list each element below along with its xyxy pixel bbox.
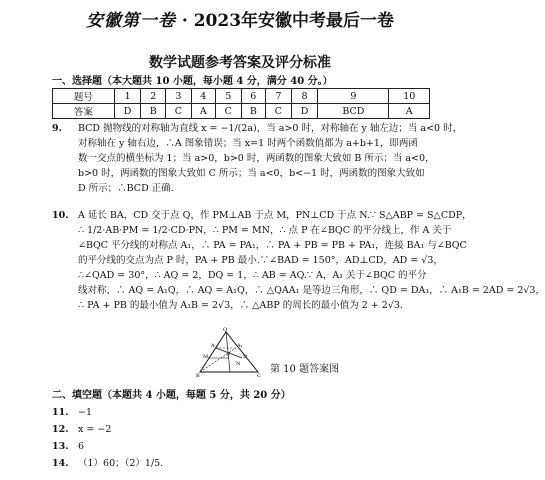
question-number: 12. xyxy=(52,424,69,435)
table-cell: 9 xyxy=(318,89,389,104)
list-item xyxy=(52,421,163,438)
brand-logo-text: 安徽第一卷 xyxy=(85,11,176,31)
question-10 xyxy=(52,208,545,313)
table-cell: 10 xyxy=(389,89,430,104)
solution-line: D 所示；∴BCD 正确. xyxy=(78,183,174,194)
list-item xyxy=(52,455,163,472)
table-cell: 7 xyxy=(266,89,292,104)
section2-heading: 二、填空题（本题共 4 小题，每题 5 分，共 20 分） xyxy=(52,390,291,401)
table-cell: C xyxy=(215,104,241,119)
page-subtitle: 数学试题参考答案及评分标准 xyxy=(149,55,331,71)
question-number: 11. xyxy=(52,407,69,418)
point-label: M xyxy=(203,354,209,360)
solution-line: A 延长 BA，CD 交于点 Q，作 PM⊥AB 于点 M，PN⊥CD 于点 N.∵ S△ABP = S△CDP， xyxy=(78,210,472,221)
solution-line: 线对称，∴ AQ = A₁Q，∴ AQ = A₁Q，∴ △QAA₁ 是等边三角形，∴ QD = DA₁，∴ A₁B = 2AD = 2√3， xyxy=(78,285,545,296)
dashed-line xyxy=(200,348,236,372)
answer-value: −1 xyxy=(78,407,93,418)
table-cell: D xyxy=(114,104,141,119)
table-cell: D xyxy=(291,104,318,119)
row-label: 答案 xyxy=(53,104,115,119)
table-cell: B xyxy=(241,104,266,119)
header-title: 安徽第一卷 · 2023年安徽中考最后一卷 xyxy=(85,11,395,31)
solution-line: 的平分线的交点为点 P 时，PA + PB 最小.∵∠BAD = 150°，AD⊥CD，AD = √3， xyxy=(78,255,443,266)
section1-heading: 一、选择题（本大题共 10 小题，每小题 4 分，满分 40 分。） xyxy=(52,76,333,87)
table-cell: C xyxy=(266,104,292,119)
exam-title: 2023年安徽中考最后一卷 xyxy=(193,11,395,31)
table-row xyxy=(53,104,430,119)
solution-line: ∴∠QAD = 30°，∴ AQ = 2，DQ = 1，∴ AB = AQ.∵ A，A₁ 关于∠BQC 的平分 xyxy=(78,270,427,281)
list-item xyxy=(52,438,163,455)
solution-line: 对称轴在 y 轴右边，∴A 图象错误；当 x=1 时两个函数值都为 a+b+1，即两函 xyxy=(78,138,418,149)
table-cell: 3 xyxy=(166,89,192,104)
table-cell: 6 xyxy=(241,89,266,104)
question-number: 9. xyxy=(52,123,62,134)
table-row xyxy=(53,89,430,104)
point-label: N xyxy=(236,361,241,367)
table-cell: 2 xyxy=(141,89,166,104)
question-number: 14. xyxy=(52,458,69,469)
figure-caption: 第 10 题答案图 xyxy=(270,364,340,375)
table-cell: 4 xyxy=(191,89,215,104)
table-cell: BCD xyxy=(318,104,389,119)
answer-value: 6 xyxy=(78,441,85,452)
question-number: 13. xyxy=(52,441,69,452)
question-9 xyxy=(52,121,463,196)
point-label: Q xyxy=(223,327,228,333)
point-label: A xyxy=(211,343,215,349)
list-item xyxy=(52,404,163,421)
table-cell: 5 xyxy=(215,89,241,104)
solution-line: ∠BQC 平分线的对称点 A₁，∴ PA = PA₁，∴ PA + PB = PB + PA₁，连接 BA₁ 与∠BQC xyxy=(78,240,467,251)
solution-line: 数一交点的横坐标为 1；当 a>0，b>0 时，两函数的图象大致如 B 所示；当 a<0， xyxy=(78,153,435,164)
question-number: 10. xyxy=(52,210,69,221)
table-cell: 8 xyxy=(291,89,318,104)
table-cell: A xyxy=(191,104,215,119)
solution-line: b>0 时，两函数的图象大致如 C 所示；当 a<0，b<−1 时，两函数的图象大致如 xyxy=(78,168,425,179)
row-label: 题号 xyxy=(53,89,115,104)
point-label: P xyxy=(227,352,231,358)
point-label: A₁ xyxy=(237,343,243,349)
table-cell: B xyxy=(141,104,166,119)
answer-value: （1）60；（2）1/5. xyxy=(78,458,164,469)
table-cell: C xyxy=(166,104,192,119)
answer-table xyxy=(52,88,430,119)
point-label: B xyxy=(196,373,200,379)
table-cell: A xyxy=(389,104,430,119)
answer-value: x = −2 xyxy=(78,424,112,435)
point-label: D xyxy=(243,354,248,360)
table-cell: 1 xyxy=(114,89,141,104)
geometry-figure xyxy=(196,328,262,378)
solution-line: ∴ 1/2·AB·PM = 1/2·CD·PN，∴ PM = MN，∴ 点 P 在∠BQC 的平分线上，作 A 关于 xyxy=(78,225,452,236)
fill-answer-list xyxy=(52,404,163,472)
point-label: C xyxy=(257,373,261,379)
solution-line: ∴ PA + PB 的最小值为 A₁B = 2√3，∴ △ABP 的周长的最小值为 2 + 2√3. xyxy=(78,300,403,311)
solution-line: BCD 抛物线的对称轴为直线 x = −1/(2a)，当 a>0 时，对称轴在 y 轴左边；当 a<0 时， xyxy=(78,123,463,134)
